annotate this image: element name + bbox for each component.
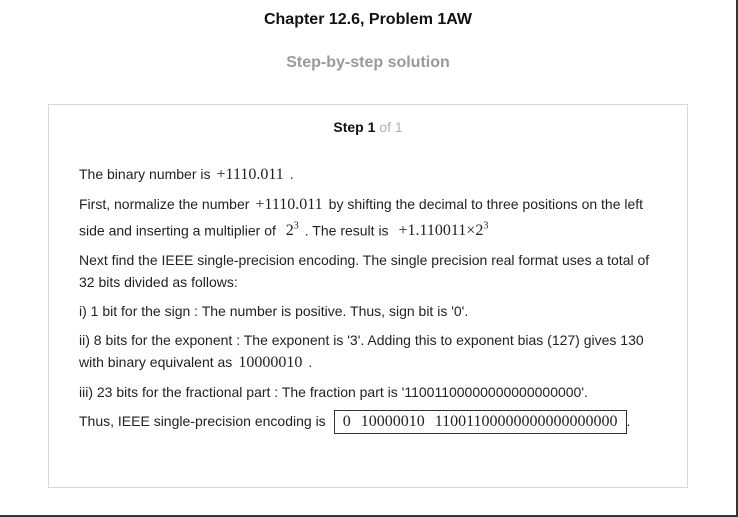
step-label: Step — [333, 119, 364, 135]
math-multiplier — [280, 222, 305, 239]
final-answer-box — [334, 410, 627, 434]
text: ii) 8 bits for the exponent : The exponent is '3'. Adding this to exponent bias (127) gives 130 with binary equivalent as — [79, 332, 644, 371]
step-number: 1 — [367, 119, 376, 135]
solution-paragraph-4: i) 1 bit for the sign : The number is positive. Thus, sign bit is '0'. — [79, 303, 469, 320]
exponent-bits: 10000010 — [360, 413, 425, 431]
solution-paragraph-7 — [79, 410, 661, 434]
math-exponent: 3 — [483, 221, 489, 232]
solution-paragraph-5 — [79, 329, 661, 374]
solution-paragraph-1 — [79, 163, 661, 186]
text: First, normalize the number — [79, 196, 250, 212]
section-subtitle: Step-by-step solution — [286, 54, 450, 71]
solution-content — [79, 163, 661, 441]
step-total: of 1 — [379, 119, 403, 135]
solution-paragraph-3: Next find the IEEE single-precision encoding. The single precision real format uses a total of 32 bits divided as follows: — [79, 252, 650, 291]
solution-card — [48, 104, 688, 488]
math-result — [392, 222, 494, 239]
text: . The result is — [304, 222, 389, 239]
math-number: +1110.011 — [255, 196, 323, 213]
text: The binary number is — [79, 166, 211, 182]
punctuation: . — [289, 166, 294, 182]
math-exponent-binary: 10000010 — [238, 354, 303, 372]
math-base: +1.110011×2 — [398, 222, 484, 240]
math-exponent: 3 — [293, 221, 299, 232]
page-title: Chapter 12.6, Problem 1AW — [263, 11, 473, 28]
text: by shifting the decimal to three positions on the left side and inserting a multiplier of — [79, 196, 644, 239]
math-base: 2 — [285, 222, 294, 240]
sign-bit: 0 — [342, 413, 351, 431]
fraction-bits: 11001100000000000000000 — [434, 413, 618, 431]
punctuation: . — [308, 354, 313, 371]
math-binary-number: +1110.011 — [216, 166, 284, 183]
step-indicator — [49, 119, 687, 135]
solution-paragraph-2 — [79, 193, 661, 242]
solution-paragraph-6: iii) 23 bits for the fractional part : The fraction part is '11001100000000000000000'. — [79, 384, 588, 401]
text: Thus, IEEE single-precision encoding is — [79, 413, 326, 430]
punctuation: . — [626, 413, 631, 430]
